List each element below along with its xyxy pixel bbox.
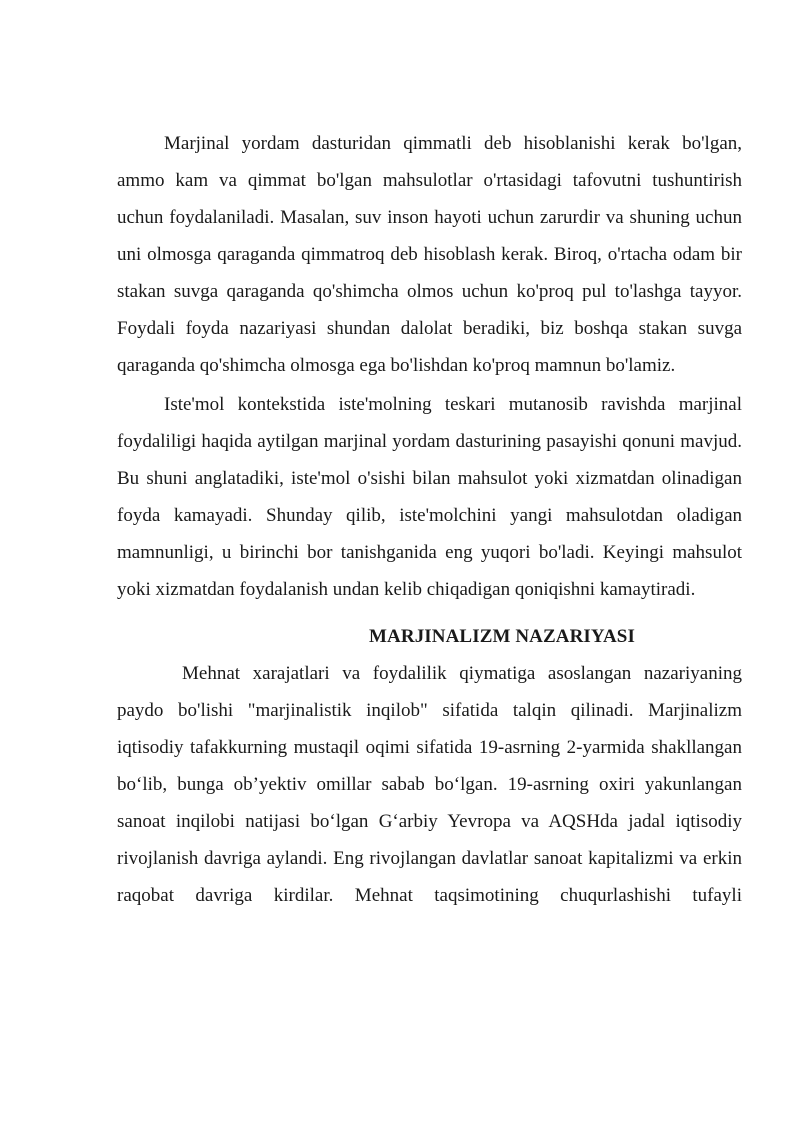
paragraph-marginalism-theory: Mehnat xarajatlari va foydalilik qiymatiga asoslangan nazariyaning paydo bo'lishi "marjinalistik inqilob" sifatida talqin qilinadi. Marjinalizm iqtisodiy tafakkurning mustaqil oqimi sifatida 19-asrning 2-yarmida shakllangan bo‘lib, bunga ob’yektiv omillar sabab bo‘lgan. 19-asrning oxiri yakunlangan sanoat inqilobi natijasi bo‘lgan G‘arbiy Yevropa va AQSHda jadal iqtisodiy rivojlanish davriga aylandi. Eng rivojlangan davlatlar sanoat kapitalizmi va erkin raqobat davriga kirdilar. Mehnat taqsimotining chuqurlashishi tufayli	[117, 663, 742, 906]
paragraph-marginal-utility: Marjinal yordam dasturidan qimmatli deb hisoblanishi kerak bo'lgan, ammo kam va qimmat bo'lgan mahsulotlar o'rtasidagi tafovutni tushuntirish uchun foydalaniladi. Masalan, suv inson hayoti uchun zarurdir va shuning uchun uni olmosga qaraganda qimmatroq deb hisoblash kerak. Biroq, o'rtacha odam bir stakan suvga qaraganda qo'shimcha olmos uchun ko'proq pul to'lashga tayyor. Foydali foyda nazariyasi shundan dalolat beradiki, biz boshqa stakan suvga qaraganda qo'shimcha olmosga ega bo'lishdan ko'proq mamnun bo'lamiz.	[117, 133, 742, 376]
section-heading: MARJINALIZM NAZARIYASI	[369, 626, 635, 647]
document-page	[117, 125, 742, 914]
paragraph-diminishing-utility: Iste'mol kontekstida iste'molning teskari mutanosib ravishda marjinal foydaliligi haqida aytilgan marjinal yordam dasturining pasayishi qonuni mavjud. Bu shuni anglatadiki, iste'mol o'sishi bilan mahsulot yoki xizmatdan olinadigan foyda kamayadi. Shunday qilib, iste'molchini yangi mahsulotdan oladigan mamnunligi, u birinchi bor tanishganida eng yuqori bo'ladi. Keyingi mahsulot yoki xizmatdan foydalanish undan kelib chiqadigan qoniqishni kamaytiradi.	[117, 394, 742, 600]
